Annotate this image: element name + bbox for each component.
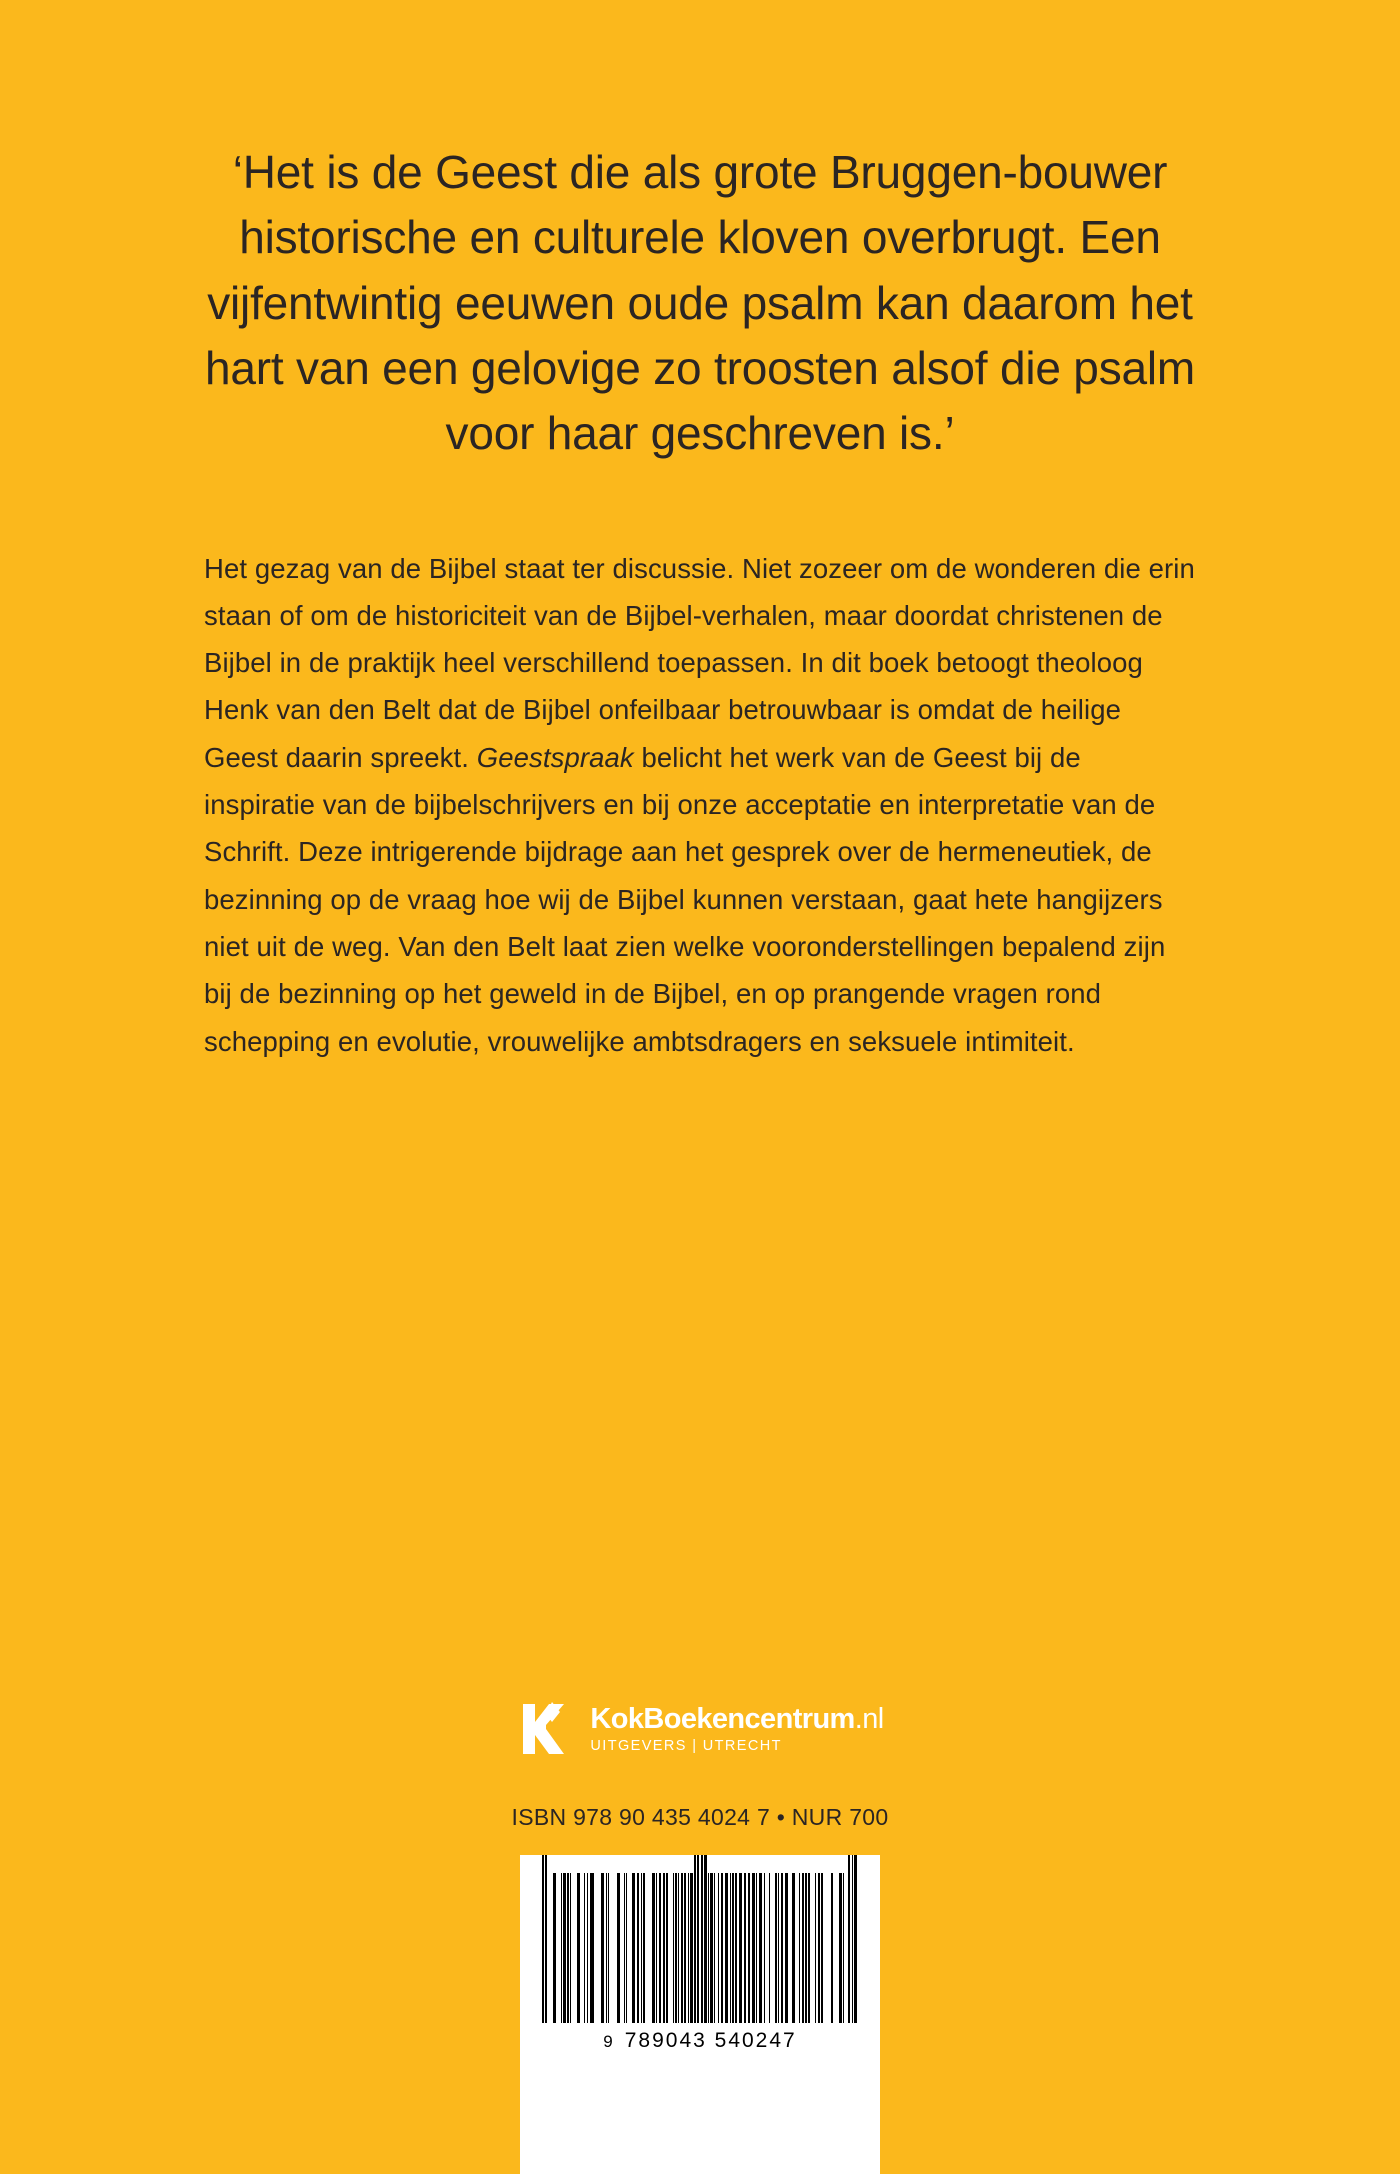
blurb-part-two: belicht het werk van de Geest bij de inspiratie van de bijbelschrijvers en bij onze acceptatie en interpretatie van de Schrift. Deze intrigerende bijdrage aan het gesprek over de hermeneutiek, de bezinning op de vraag hoe wij de Bijbel kunnen verstaan, gaat hete hangijzers niet uit de weg. Van den Belt laat zien welke vooronderstellingen bepalend zijn bij de bezinning op het geweld in de Bijbel, en op prangende vragen rond schepping en evolutie, vrouwelijke ambtsdragers en seksuele intimiteit.	[204, 741, 1166, 1057]
kok-boekencentrum-logo-icon	[516, 1700, 574, 1758]
publisher-tld: .nl	[854, 1702, 884, 1735]
barcode-lead-digit: 9	[603, 2032, 615, 2051]
barcode-digits	[603, 2029, 796, 2053]
publisher-logo-block	[0, 1700, 1400, 1831]
barcode	[520, 1855, 880, 2174]
blurb-book-title: Geestspraak	[476, 741, 634, 773]
publisher-logo-row	[516, 1700, 883, 1758]
pull-quote: ‘Het is de Geest die als grote Bruggen-bouwer historische en culturele kloven overbrugt. Een vijfentwintig eeuwen oude psalm kan daarom het hart van een gelovige zo troosten alsof die psalm voor haar geschreven is.’	[204, 146, 1196, 460]
publisher-subtitle: UITGEVERS | UTRECHT	[590, 1737, 782, 1754]
isbn-nur-line: ISBN 978 90 435 4024 7 • NUR 700	[511, 1804, 889, 1830]
barcode-main-digits: 789043 540247	[624, 2029, 797, 2052]
blurb-text	[204, 545, 1196, 1065]
publisher-logo-text	[590, 1702, 884, 1754]
barcode-bars	[542, 1873, 858, 2023]
blurb-part-one: Het gezag van de Bijbel staat ter discussie. Niet zozeer om de wonderen die erin staan of om de historiciteit van de Bijbel-verhalen, maar doordat christenen de Bijbel in de praktijk heel verschillend toepassen. In dit boek betoogt theoloog Henk van den Belt dat de Bijbel onfeilbaar betrouwbaar is omdat de heilige Geest daarin spreekt.	[204, 552, 1195, 773]
publisher-name: KokBoekencentrum.nl	[590, 1702, 884, 1735]
